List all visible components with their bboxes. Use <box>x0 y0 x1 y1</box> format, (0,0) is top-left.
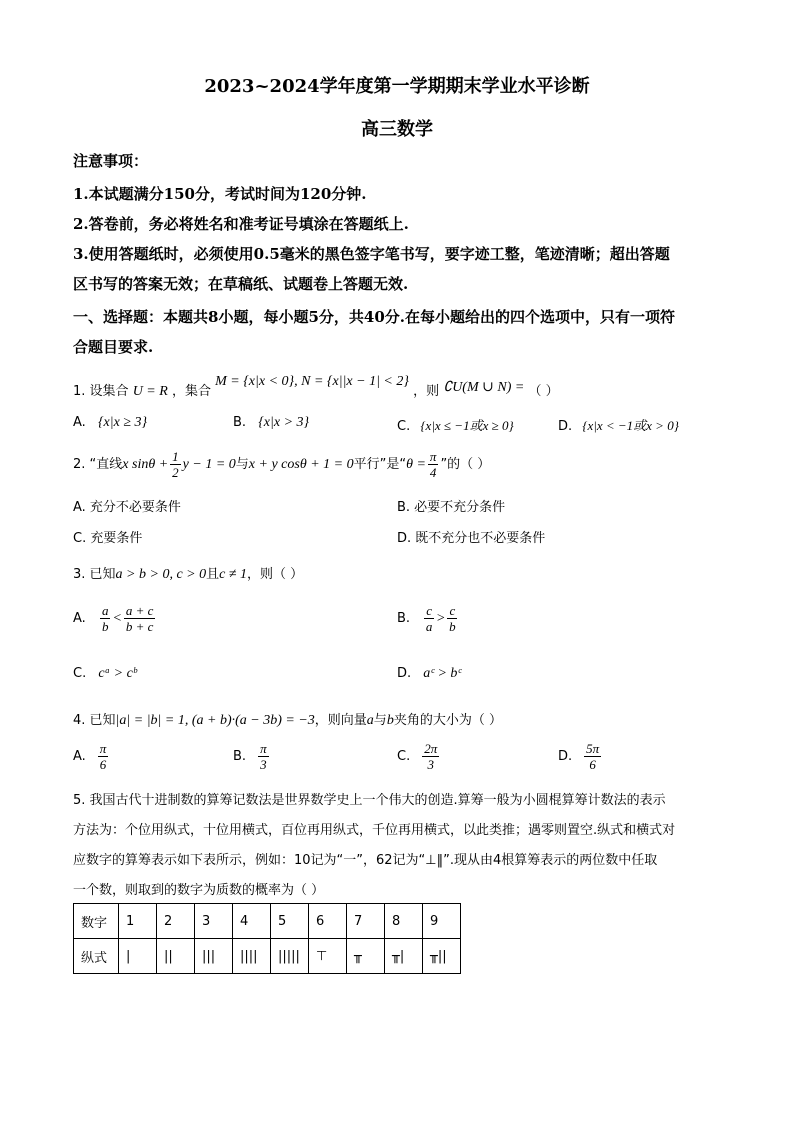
q2-parallel: 平行”是“ <box>353 457 407 472</box>
q1-text-c: ，则 <box>413 384 440 399</box>
q1-sets: M = {x|x < 0}, N = {x||x − 1| < 2} <box>215 374 409 389</box>
q3-condition: a > b > 0, c > 0 <box>115 567 207 582</box>
q1-option-c-label: C. <box>397 419 411 434</box>
table-cell-digit: 2 <box>157 904 195 939</box>
q1-option-a-text: {x|x ≥ 3} <box>97 415 148 430</box>
q2-pi-num: π <box>429 449 437 464</box>
q4-with: 与 <box>373 713 387 728</box>
q3-b-rden: b <box>449 619 456 634</box>
q4-text-a: 4. 已知 <box>73 713 116 728</box>
q4-option-d-label: D. <box>558 749 573 764</box>
q2-fraction-pi4 <box>428 449 439 480</box>
q3-option-c-label: C. <box>73 666 87 681</box>
q1-option-a-label: A. <box>73 415 86 430</box>
q4-a-den: 6 <box>99 757 107 772</box>
q3-b-left-frac <box>424 603 434 634</box>
q3-and: 且 <box>206 567 220 582</box>
question-5-line-4: 一个数，则取到的数字为质数的概率为（ ） <box>73 883 325 898</box>
counting-rods-table <box>73 903 461 974</box>
notice-heading: 注意事项： <box>73 152 149 170</box>
section-heading-line-1: 一、选择题：本题共8小题，每小题5分，共40分.在每小题给出的四个选项中，只有一项符 <box>73 308 675 326</box>
table-cell-rod: |||| <box>233 939 271 974</box>
q1-option-b <box>233 415 309 431</box>
q1-text-b: ，集合 <box>171 384 211 399</box>
q3-option-c-text: cᵃ > cᵇ <box>98 666 137 681</box>
q1-universal-set: U = R <box>132 384 168 399</box>
q3-option-d-label: D. <box>397 666 412 681</box>
q3-b-rnum: c <box>449 603 456 618</box>
q3-a-lden: b <box>101 619 109 634</box>
q4-d-den: 6 <box>589 757 596 772</box>
q3-option-b-label: B. <box>397 611 411 626</box>
q3-a-left-frac <box>100 603 111 634</box>
q3-b-lnum: c <box>426 603 432 618</box>
table-cell-digit: 4 <box>233 904 271 939</box>
question-3-stem <box>73 563 303 583</box>
q1-option-a <box>73 415 147 431</box>
exam-title: 2023~2024学年度第一学期期末学业水平诊断 <box>204 76 590 97</box>
q3-end: ，则（ ） <box>247 567 304 582</box>
q3-text-a: 3. 已知 <box>73 567 116 582</box>
q1-option-d-text: {x|x < −1或x > 0} <box>582 418 679 433</box>
table-cell-rod: ╥ <box>347 939 385 974</box>
q3-a-op: < <box>112 611 122 626</box>
q2-theta: θ = <box>406 457 426 472</box>
table-cell-rod: ||| <box>195 939 233 974</box>
question-1-stem <box>73 374 559 400</box>
table-cell-rod: ╥| <box>385 939 423 974</box>
question-5-line-2: 方法为：个位用纵式，十位用横式，百位再用纵式，千位再用横式，以此类推；遇零则置空.纵式和横式对 <box>73 823 676 838</box>
table-cell-digit: 8 <box>385 904 423 939</box>
q2-option-a: A. 充分不必要条件 <box>73 500 181 515</box>
table-cell-digit: 1 <box>119 904 157 939</box>
question-4-stem <box>73 709 502 729</box>
q2-option-b: B. 必要不充分条件 <box>397 500 506 515</box>
q2-option-d: D. 既不充分也不必要条件 <box>397 531 546 546</box>
question-5-line-1: 5. 我国古代十进制数的算筹记数法是世界数学史上一个伟大的创造.算筹一般为小圆棍算筹计数法的表示 <box>73 793 666 808</box>
q3-option-c <box>73 666 137 682</box>
section-heading-line-2: 合题目要求. <box>73 338 154 356</box>
table-row-label: 纵式 <box>74 939 119 974</box>
table-cell-digit: 9 <box>423 904 461 939</box>
q3-a-rden: b + c <box>125 619 154 634</box>
q1-option-d <box>558 415 679 434</box>
q4-option-a-label: A. <box>73 749 86 764</box>
q1-option-c-text: {x|x ≤ −1或x ≥ 0} <box>420 418 514 433</box>
table-cell-digit: 6 <box>309 904 347 939</box>
q1-complement: ∁U(M ∪ N) = <box>443 380 525 395</box>
q3-option-b <box>397 603 459 634</box>
table-header-label: 数字 <box>74 904 119 939</box>
q4-c-num: 2π <box>424 741 438 756</box>
q4-option-b-label: B. <box>233 749 247 764</box>
q3-condition-2: c ≠ 1 <box>219 567 248 582</box>
q1-option-c <box>397 415 514 434</box>
q2-text-a: 2. “直线 <box>73 457 123 472</box>
q2-frac-num: 1 <box>172 449 179 464</box>
q3-b-lden: a <box>425 619 433 634</box>
q4-a-num: π <box>99 741 107 756</box>
q4-end: 夹角的大小为（ ） <box>393 713 502 728</box>
q2-line-1-rest: y − 1 = 0 <box>182 457 236 472</box>
q2-line-2: x + y cosθ + 1 = 0 <box>248 457 354 472</box>
notice-item-1: 1.本试题满分150分，考试时间为120分钟. <box>73 185 367 203</box>
q4-option-a <box>73 741 110 772</box>
q4-d-num: 5π <box>586 741 600 756</box>
q3-option-d-text: aᶜ > bᶜ <box>423 666 462 681</box>
q4-c-frac <box>422 741 439 772</box>
q4-condition: |a| = |b| = 1, (a + b)·(a − 3b) = −3 <box>115 713 315 728</box>
q1-option-b-label: B. <box>233 415 247 430</box>
q1-answer-paren: （ ） <box>528 384 559 399</box>
q3-a-right-frac <box>124 603 156 634</box>
q4-c-den: 3 <box>427 757 434 772</box>
q4-vector-a: a <box>366 713 374 728</box>
q3-option-a <box>73 603 157 634</box>
q4-b-den: 3 <box>260 757 267 772</box>
q2-fraction-half <box>170 449 181 480</box>
question-2-stem <box>73 449 490 480</box>
notice-item-3-line-2: 区书写的答案无效；在草稿纸、试题卷上答题无效. <box>73 275 409 293</box>
q4-vector-b: b <box>386 713 394 728</box>
q4-d-frac <box>584 741 601 772</box>
q2-pi-den: 4 <box>429 465 437 480</box>
q3-b-right-frac <box>447 603 457 634</box>
q2-line-1: x sinθ + <box>122 457 169 472</box>
q1-option-b-text: {x|x > 3} <box>258 415 310 430</box>
table-cell-rod: || <box>157 939 195 974</box>
q1-option-d-label: D. <box>558 419 573 434</box>
q4-option-c <box>397 741 441 772</box>
q4-b-num: π <box>260 741 267 756</box>
notice-item-2: 2.答卷前，务必将姓名和准考证号填涂在答题纸上. <box>73 215 409 233</box>
table-cell-digit: 5 <box>271 904 309 939</box>
table-row-rods <box>74 939 461 974</box>
q3-b-op: > <box>435 611 446 626</box>
q1-text-a: 1. 设集合 <box>73 384 129 399</box>
q3-option-a-label: A. <box>73 611 86 626</box>
table-row-digits <box>74 904 461 939</box>
table-cell-digit: 7 <box>347 904 385 939</box>
exam-subtitle: 高三数学 <box>361 119 433 140</box>
q3-a-lnum: a <box>101 603 109 618</box>
q4-option-b <box>233 741 271 772</box>
table-cell-rod: ||||| <box>271 939 309 974</box>
q2-with: 与 <box>235 457 249 472</box>
q4-b-frac <box>258 741 269 772</box>
q2-frac-den: 2 <box>172 465 179 480</box>
q3-a-rnum: a + c <box>125 603 154 618</box>
q4-option-c-label: C. <box>397 749 411 764</box>
notice-item-3-line-1: 3.使用答题纸时，必须使用0.5毫米的黑色签字笔书写，要字迹工整，笔迹清晰；超出答题 <box>73 245 670 263</box>
q4-option-d <box>558 741 603 772</box>
q2-end: ”的（ ） <box>440 457 491 472</box>
q3-option-d <box>397 666 461 682</box>
question-5-line-3: 应数字的算筹表示如下表所示，例如：10记为“一”，62记为“⊥‖”.现从由4根算筹表示的两位数中任取 <box>73 853 658 868</box>
q2-option-c: C. 充要条件 <box>73 531 143 546</box>
q4-a-frac <box>98 741 109 772</box>
table-cell-digit: 3 <box>195 904 233 939</box>
table-cell-rod: ⊤ <box>309 939 347 974</box>
table-cell-rod: ╥|| <box>423 939 461 974</box>
table-cell-rod: | <box>119 939 157 974</box>
q4-mid: ，则向量 <box>314 713 367 728</box>
